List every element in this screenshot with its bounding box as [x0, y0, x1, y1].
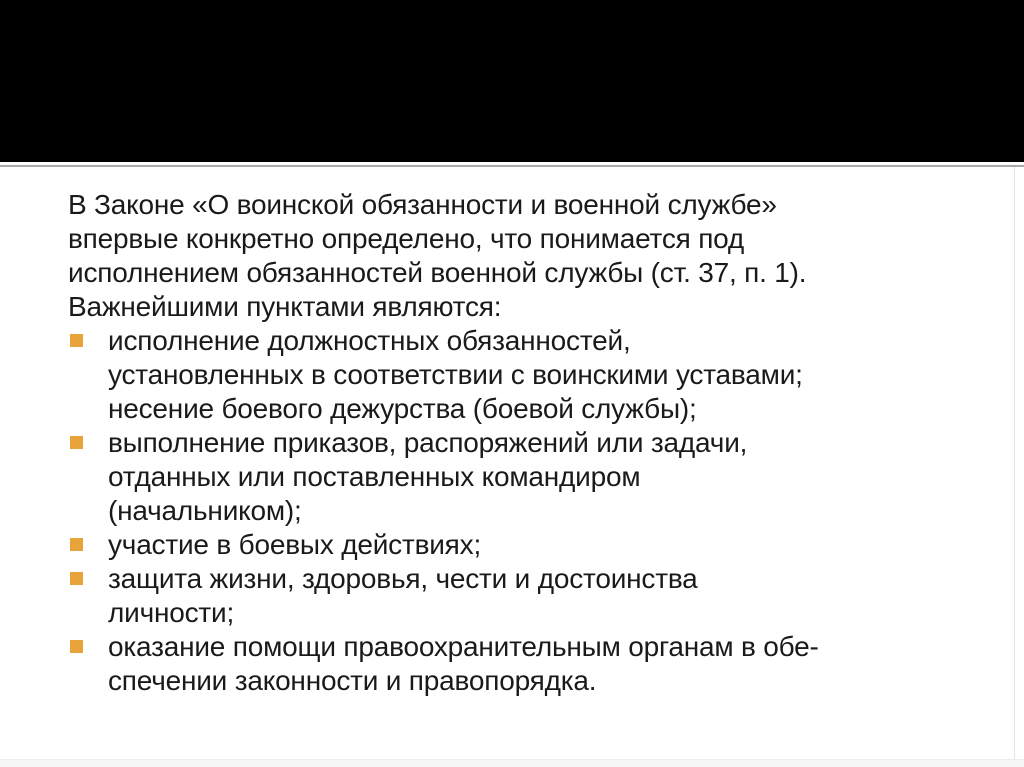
bullet-item	[68, 630, 976, 698]
bullet-text	[108, 324, 803, 426]
bullet-item	[68, 562, 976, 630]
bullet-line: отданных или поставленных командиром	[108, 461, 641, 492]
slide-right-edge	[1014, 167, 1015, 767]
slide-bottom-edge	[0, 759, 1024, 767]
intro-paragraph	[68, 188, 976, 324]
bullet-item	[68, 528, 976, 562]
bullet-line: исполнение должностных обязанностей,	[108, 325, 631, 356]
square-bullet-icon	[70, 334, 83, 347]
slide-body	[0, 167, 1024, 698]
bullet-line: участие в боевых действиях;	[108, 529, 482, 560]
bullet-line: установленных в соответствии с воинскими уставами;	[108, 359, 803, 390]
square-bullet-icon	[70, 640, 83, 653]
intro-line: Важнейшими пунктами являются:	[68, 291, 502, 322]
bullet-item	[68, 426, 976, 528]
bullet-line: несение боевого дежурства (боевой службы);	[108, 393, 697, 424]
bullet-text	[108, 528, 481, 562]
square-bullet-icon	[70, 538, 83, 551]
bullet-line: спечении законности и правопорядка.	[108, 665, 597, 696]
square-bullet-icon	[70, 436, 83, 449]
bullet-line: личности;	[108, 597, 235, 628]
intro-line: впервые конкретно определено, что понимается под	[68, 223, 745, 254]
square-bullet-icon	[70, 572, 83, 585]
bullet-text	[108, 562, 698, 630]
bullet-line: (начальником);	[108, 495, 302, 526]
bullet-text	[108, 630, 819, 698]
bullet-line: защита жизни, здоровья, чести и достоинства	[108, 563, 698, 594]
bullet-line: выполнение приказов, распоряжений или задачи,	[108, 427, 748, 458]
bullet-line: оказание помощи правоохранительным органам в обе-	[108, 631, 819, 662]
slide-title-placeholder	[0, 0, 1024, 162]
bullet-list	[68, 324, 976, 698]
bullet-item	[68, 324, 976, 426]
intro-line: исполнением обязанностей военной службы (ст. 37, п. 1).	[68, 257, 807, 288]
intro-line: В Законе «О воинской обязанности и военной службе»	[68, 189, 777, 220]
bullet-text	[108, 426, 747, 528]
